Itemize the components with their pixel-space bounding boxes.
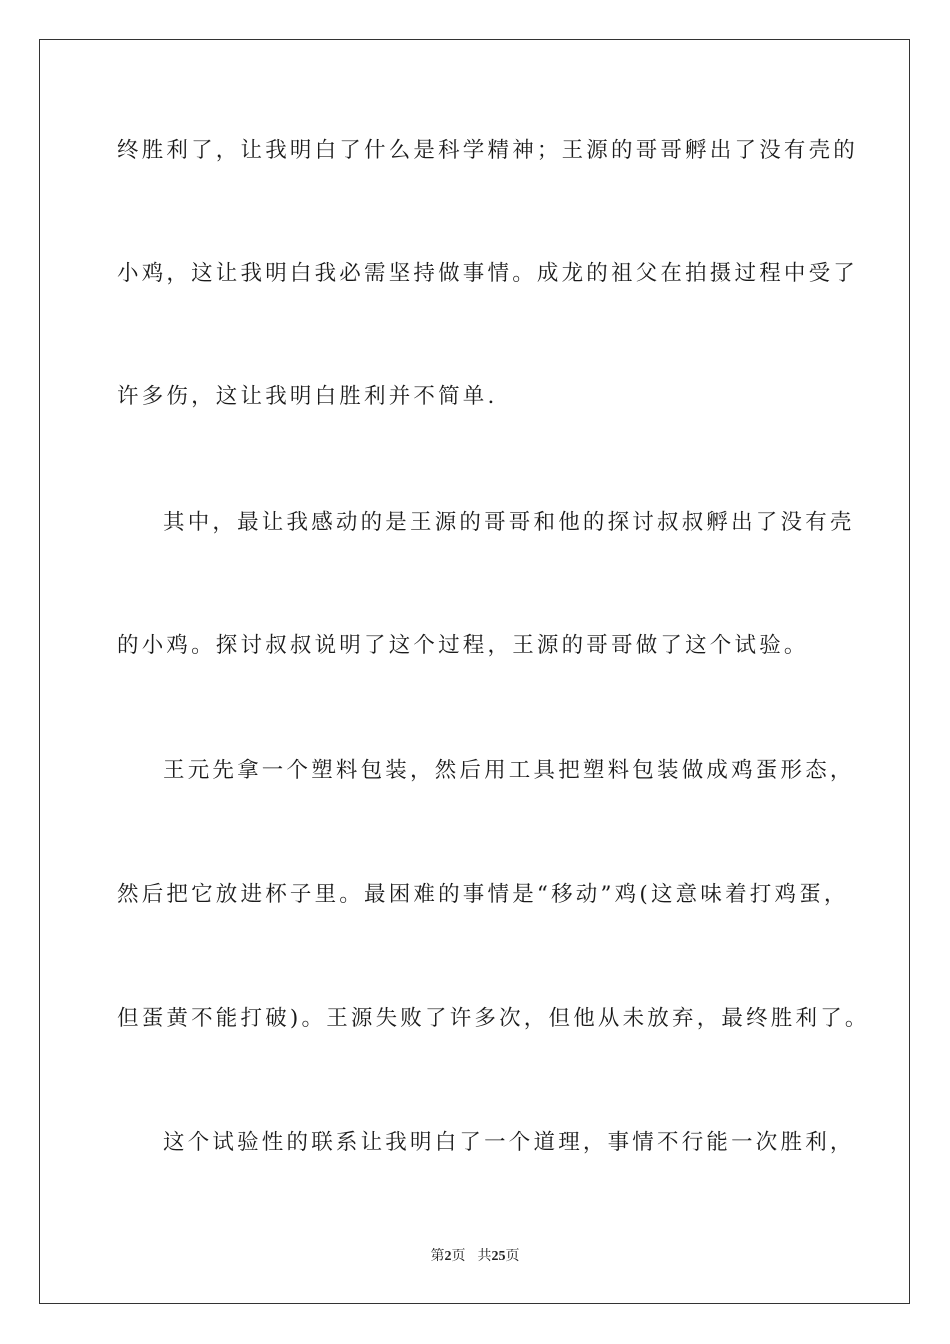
paragraph-4-line-1: 这个试验性的联系让我明白了一个道理，事情不行能一次胜利， <box>163 1130 855 1155</box>
paragraph-3-line-3: 但蛋黄不能打破)。王源失败了许多次，但他从未放弃，最终胜利了。 <box>117 1006 870 1031</box>
page-number: 2 <box>444 1249 452 1264</box>
total-pages: 25 <box>491 1249 506 1264</box>
page-suffix: 页 <box>451 1248 466 1264</box>
page-prefix: 第 <box>430 1248 445 1264</box>
paragraph-3-line-2: 然后把它放进杯子里。最困难的事情是“移动”鸡(这意味着打鸡蛋， <box>117 882 849 907</box>
text-line-1: 终胜利了，让我明白了什么是科学精神；王源的哥哥孵出了没有壳的 <box>117 138 859 163</box>
text-line-2: 小鸡，这让我明白我必需坚持做事情。成龙的祖父在拍摄过程中受了 <box>117 261 859 286</box>
paragraph-2-line-2: 的小鸡。探讨叔叔说明了这个过程，王源的哥哥做了这个试验。 <box>117 633 809 658</box>
paragraph-3-line-1: 王元先拿一个塑料包装，然后用工具把塑料包装做成鸡蛋形态， <box>163 758 855 783</box>
total-suffix: 页 <box>505 1248 520 1264</box>
page-border <box>39 39 910 1304</box>
text-line-3: 许多伤，这让我明白胜利并不简单. <box>117 384 498 409</box>
page-footer <box>0 1247 950 1266</box>
paragraph-2-line-1: 其中，最让我感动的是王源的哥哥和他的探讨叔叔孵出了没有壳 <box>163 510 855 535</box>
total-prefix: 共 <box>477 1248 492 1264</box>
